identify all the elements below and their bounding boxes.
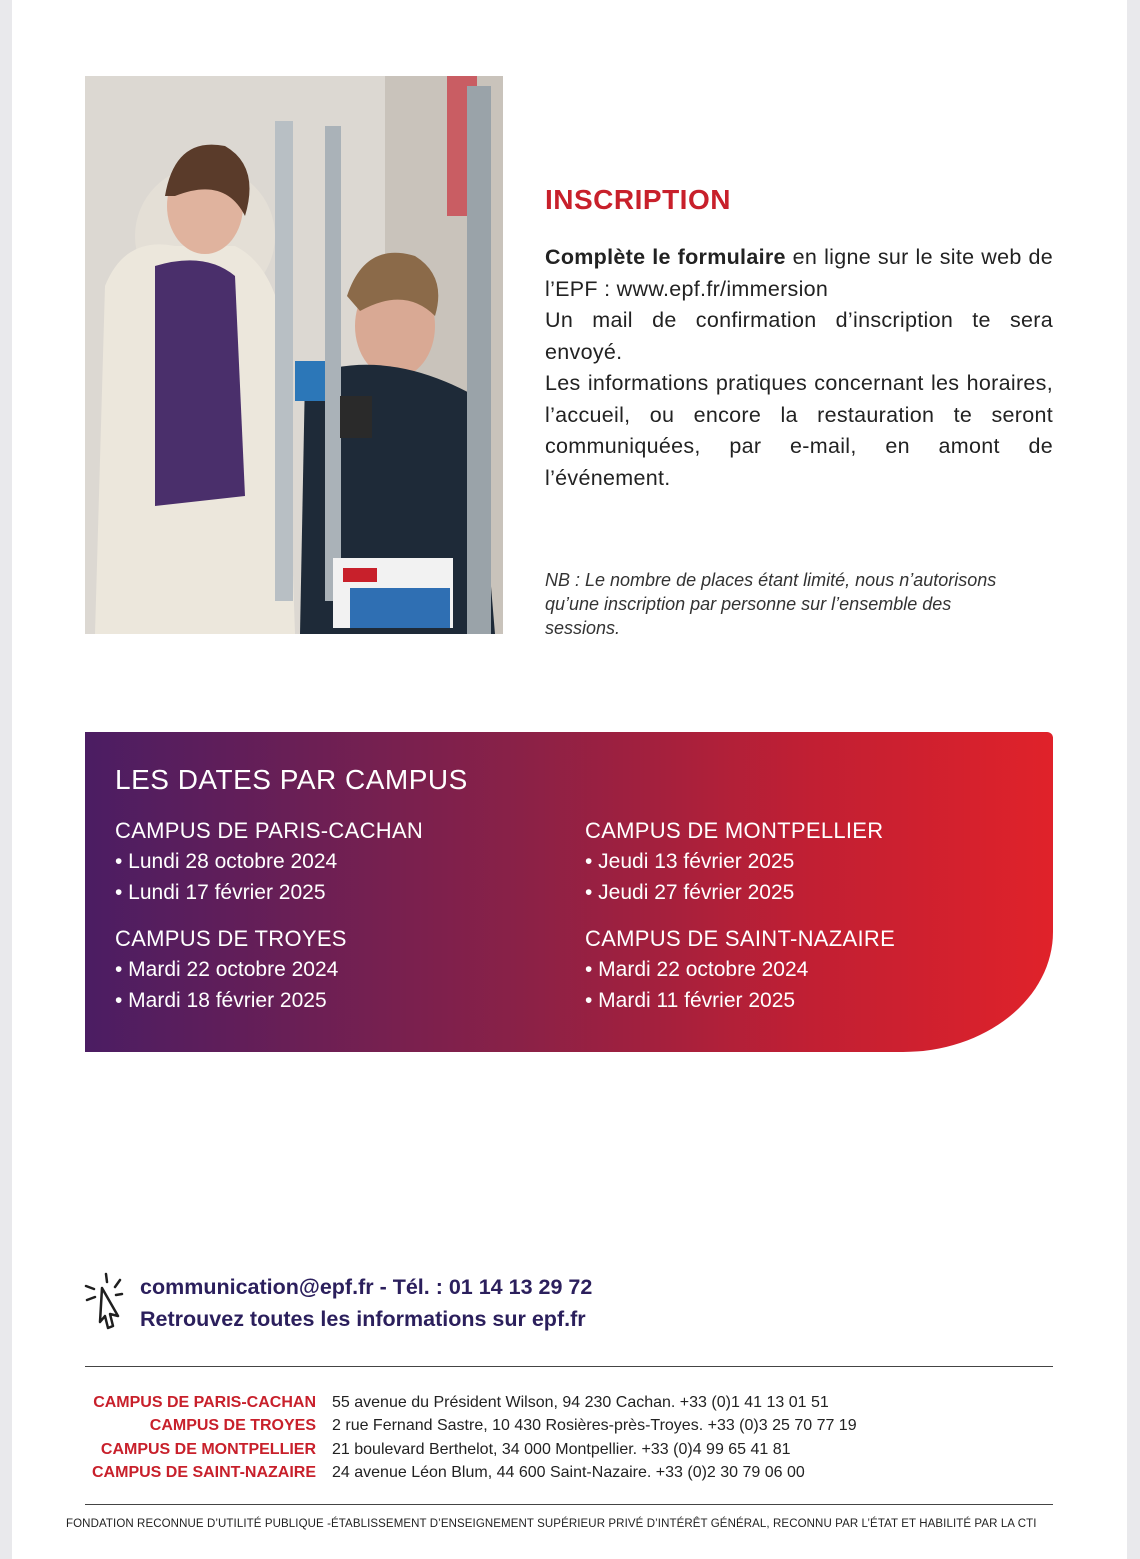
address-text: 2 rue Fernand Sastre, 10 430 Rosières-près-Troyes. +33 (0)3 25 70 77 19: [332, 1417, 857, 1435]
campus-name: CAMPUS DE TROYES: [115, 926, 347, 951]
address-row: [92, 1391, 857, 1415]
address-campus-name: CAMPUS DE MONTPELLIER: [100, 1440, 317, 1458]
campus-name: CAMPUS DE MONTPELLIER: [585, 818, 884, 843]
inscription-bold-text: Complète le formulaire: [545, 245, 786, 269]
address-row: [92, 1415, 857, 1439]
dates-title: LES DATES PAR CAMPUS: [115, 764, 468, 795]
inscription-paragraph-1: [545, 242, 1053, 305]
fondation-footer-text: FONDATION RECONNUE D’UTILITÉ PUBLIQUE -ÉTABLISSEMENT D’ENSEIGNEMENT SUPÉRIEUR PRIVÉ D’INTÉRÊT GÉNÉRAL, RECONNU PAR L’ÉTAT ET HABILITÉ PAR LA CTI: [66, 1518, 1037, 1530]
campus-dates-montpellier: [585, 816, 1005, 908]
students-lab-photo: [85, 76, 503, 634]
brochure-page: [12, 0, 1127, 1559]
inscription-paragraph-3: Les informations pratiques concernant les horaires, l’accueil, ou encore la restauration te seront communiquées, par e-mail, en amont de l’événement.: [545, 371, 1053, 490]
divider: [85, 1504, 1053, 1505]
address-row: [92, 1438, 857, 1462]
address-text: 24 avenue Léon Blum, 44 600 Saint-Nazaire. +33 (0)2 30 79 06 00: [332, 1464, 805, 1482]
cursor-click-icon: [84, 1272, 132, 1330]
inscription-url-text[interactable]: en ligne sur le site web de l’EPF : www.epf.fr/immersion: [545, 245, 1054, 301]
campus-addresses-table: [92, 1391, 857, 1485]
divider: [85, 1366, 1053, 1367]
inscription-title: INSCRIPTION: [545, 184, 731, 215]
address-campus-name: CAMPUS DE PARIS-CACHAN: [93, 1393, 317, 1411]
campus-name: CAMPUS DE SAINT-NAZAIRE: [585, 926, 896, 951]
dates-panel: [85, 732, 1053, 1052]
campus-dates-saint-nazaire: [585, 924, 1005, 1016]
address-campus-name: CAMPUS DE TROYES: [149, 1417, 317, 1435]
contact-email-phone[interactable]: communication@epf.fr - Tél. : 01 14 13 29 72: [140, 1275, 593, 1299]
inscription-paragraph-2: Un mail de confirmation d’inscription te sera envoyé.: [545, 308, 1053, 364]
campus-name: CAMPUS DE PARIS-CACHAN: [115, 818, 424, 843]
campus-dates-paris-cachan: [115, 816, 535, 908]
campus-date: • Mardi 22 octobre 2024: [115, 958, 339, 981]
address-text: 21 boulevard Berthelot, 34 000 Montpellier. +33 (0)4 99 65 41 81: [332, 1440, 791, 1458]
campus-date: • Mardi 22 octobre 2024: [585, 958, 809, 981]
campus-date: • Lundi 17 février 2025: [115, 881, 326, 904]
inscription-nb-note: NB : Le nombre de places étant limité, nous n’autorisons qu’une inscription par personne sur l’ensemble des sessions.: [545, 570, 997, 638]
address-campus-name: CAMPUS DE SAINT-NAZAIRE: [92, 1464, 317, 1482]
campus-date: • Jeudi 27 février 2025: [585, 881, 795, 904]
inscription-body: [545, 242, 1053, 494]
campus-date: • Mardi 11 février 2025: [585, 989, 796, 1012]
campus-date: • Jeudi 13 février 2025: [585, 850, 795, 873]
campus-date: • Lundi 28 octobre 2024: [115, 850, 338, 873]
campus-dates-troyes: [115, 924, 535, 1016]
contact-website-link[interactable]: Retrouvez toutes les informations sur epf.fr: [140, 1307, 586, 1331]
address-row: [92, 1462, 857, 1486]
address-text: 55 avenue du Président Wilson, 94 230 Cachan. +33 (0)1 41 13 01 51: [332, 1393, 829, 1411]
campus-date: • Mardi 18 février 2025: [115, 989, 327, 1012]
